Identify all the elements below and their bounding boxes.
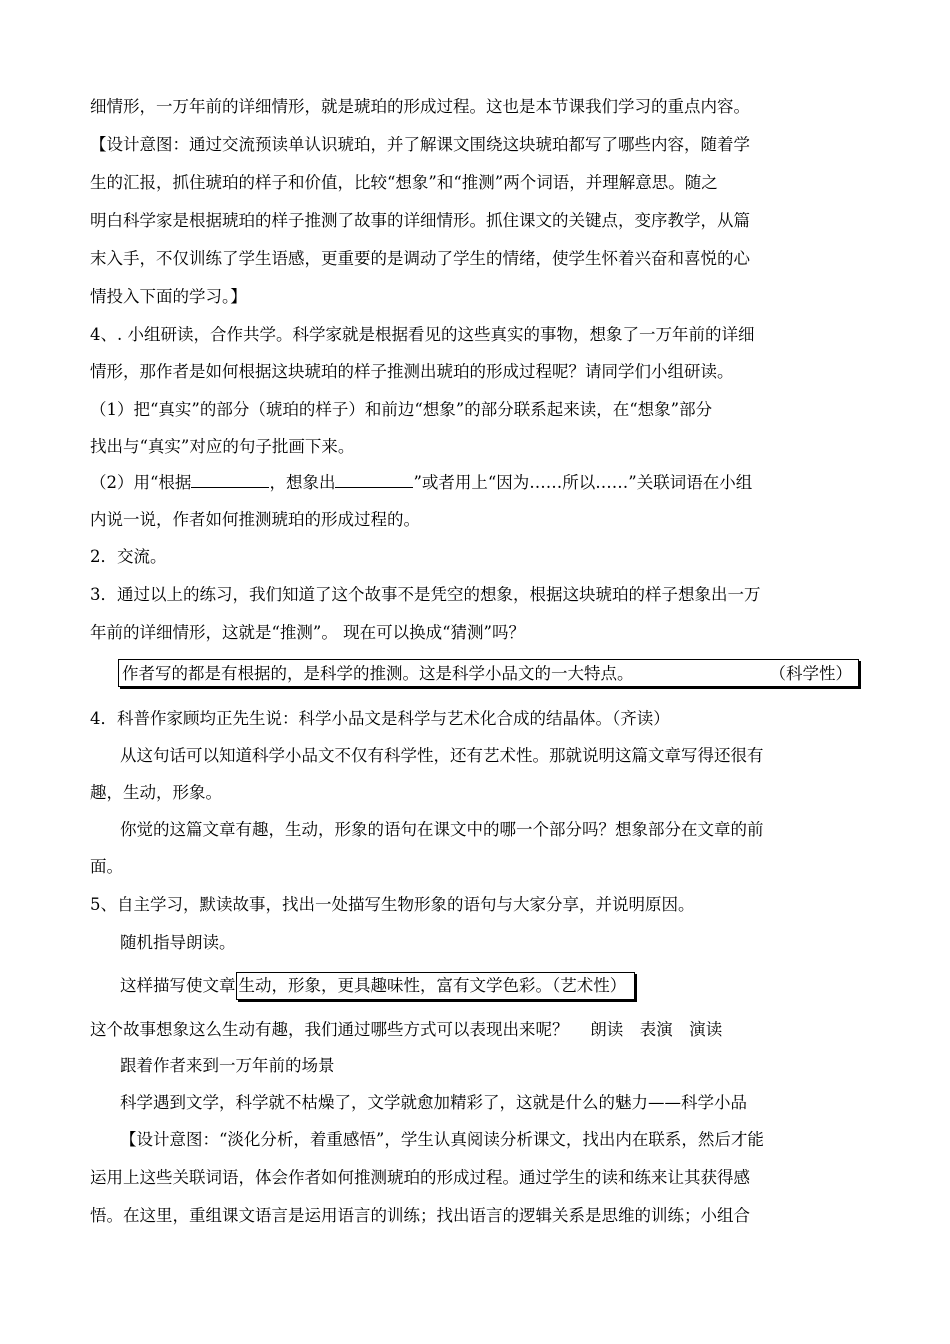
text-line: 随机指导朗读。 (120, 933, 236, 952)
text-line: 找出与“真实”对应的句子批画下来。 (90, 437, 355, 456)
boxed-note-artistic: 生动，形象，更具趣味性，富有文学色彩。（艺术性） (236, 972, 636, 1000)
blank-part2: ，想象出 (269, 473, 336, 492)
text-line: 生的汇报，抓住琥珀的样子和价值，比较“想象”和“推测”两个词语，并理解意思。随之 (90, 173, 718, 192)
text-line: 4、. 小组研读，合作共学。科学家就是根据看见的这些真实的事物，想象了一万年前的详细 (90, 325, 755, 344)
boxed-note-text: 作者写的都是有根据的，是科学的推测。这是科学小品文的一大特点。 (122, 664, 634, 683)
boxed-note-tag: （科学性） (769, 664, 852, 683)
text-line: 年前的详细情形，这就是“推测”。 现在可以换成“猜测”吗？ (90, 623, 525, 642)
text-line: 跟着作者来到一万年前的场景 (120, 1056, 335, 1075)
text-line: 运用上这些关联词语，体会作者如何推测琥珀的形成过程。通过学生的读和练来让其获得感 (90, 1168, 750, 1187)
text-line: （1）把“真实”的部分（琥珀的样子）和前边“想象”的部分联系起来读，在“想象”部分 (90, 400, 713, 419)
text-line: 你觉的这篇文章有趣，生动，形象的语句在课文中的哪一个部分吗？想象部分在文章的前 (120, 820, 764, 839)
text-line: 面。 (90, 857, 123, 876)
text-line: 末入手，不仅训练了学生语感，更重要的是调动了学生的情绪，使学生怀着兴奋和喜悦的心 (90, 249, 750, 268)
text-line: 5、自主学习，默读故事，找出一处描写生物形象的语句与大家分享，并说明原因。 (90, 895, 695, 914)
text-line: 3．通过以上的练习，我们知道了这个故事不是凭空的想象，根据这块琥珀的样子想象出一万 (90, 585, 761, 604)
text-line: 这个故事想象这么生动有趣，我们通过哪些方式可以表现出来呢？ 朗读 表演 演读 (90, 1020, 723, 1039)
blank-underline (335, 471, 413, 488)
text-line: 【设计意图：“淡化分析，着重感悟”，学生认真阅读分析课文，找出内在联系，然后才能 (120, 1130, 764, 1149)
boxed-sentence-prefix: 这样描写使文章 (120, 976, 236, 995)
text-line: 4．科普作家顾均正先生说：科学小品文是科学与艺术化合成的结晶体。（齐读） (90, 709, 670, 728)
text-line: 从这句话可以知道科学小品文不仅有科学性，还有艺术性。那就说明这篇文章写得还很有 (120, 746, 764, 765)
text-line: 内说一说，作者如何推测琥珀的形成过程的。 (90, 510, 420, 529)
text-line: 悟。在这里，重组课文语言是运用语言的训练；找出语言的逻辑关系是思维的训练；小组合 (90, 1206, 750, 1225)
text-line: 【设计意图：通过交流预读单认识琥珀，并了解课文围绕这块琥珀都写了哪些内容，随着学 (90, 135, 750, 154)
text-line: 情投入下面的学习。】 (90, 287, 247, 306)
text-line: 趣，生动，形象。 (90, 783, 222, 802)
text-line: 2．交流。 (90, 547, 167, 566)
text-line: 科学遇到文学，科学就不枯燥了，文学就愈加精彩了，这就是什么的魅力——科学小品 (120, 1093, 747, 1112)
boxed-note-scientific (118, 659, 859, 687)
blank-underline (191, 471, 269, 488)
fill-in-blank-line (90, 471, 860, 495)
blank-part1: （2）用“根据 (90, 473, 192, 492)
boxed-sentence-line (120, 972, 860, 1000)
blank-part3: ”或者用上“因为……所以……”关联词语在小组 (413, 473, 753, 492)
text-line: 情形，那作者是如何根据这块琥珀的样子推测出琥珀的形成过程呢？请同学们小组研读。 (90, 362, 734, 381)
text-line: 明白科学家是根据琥珀的样子推测了故事的详细情形。抓住课文的关键点，变序教学，从篇 (90, 211, 750, 230)
text-line: 细情形，一万年前的详细情形，就是琥珀的形成过程。这也是本节课我们学习的重点内容。 (90, 97, 750, 116)
